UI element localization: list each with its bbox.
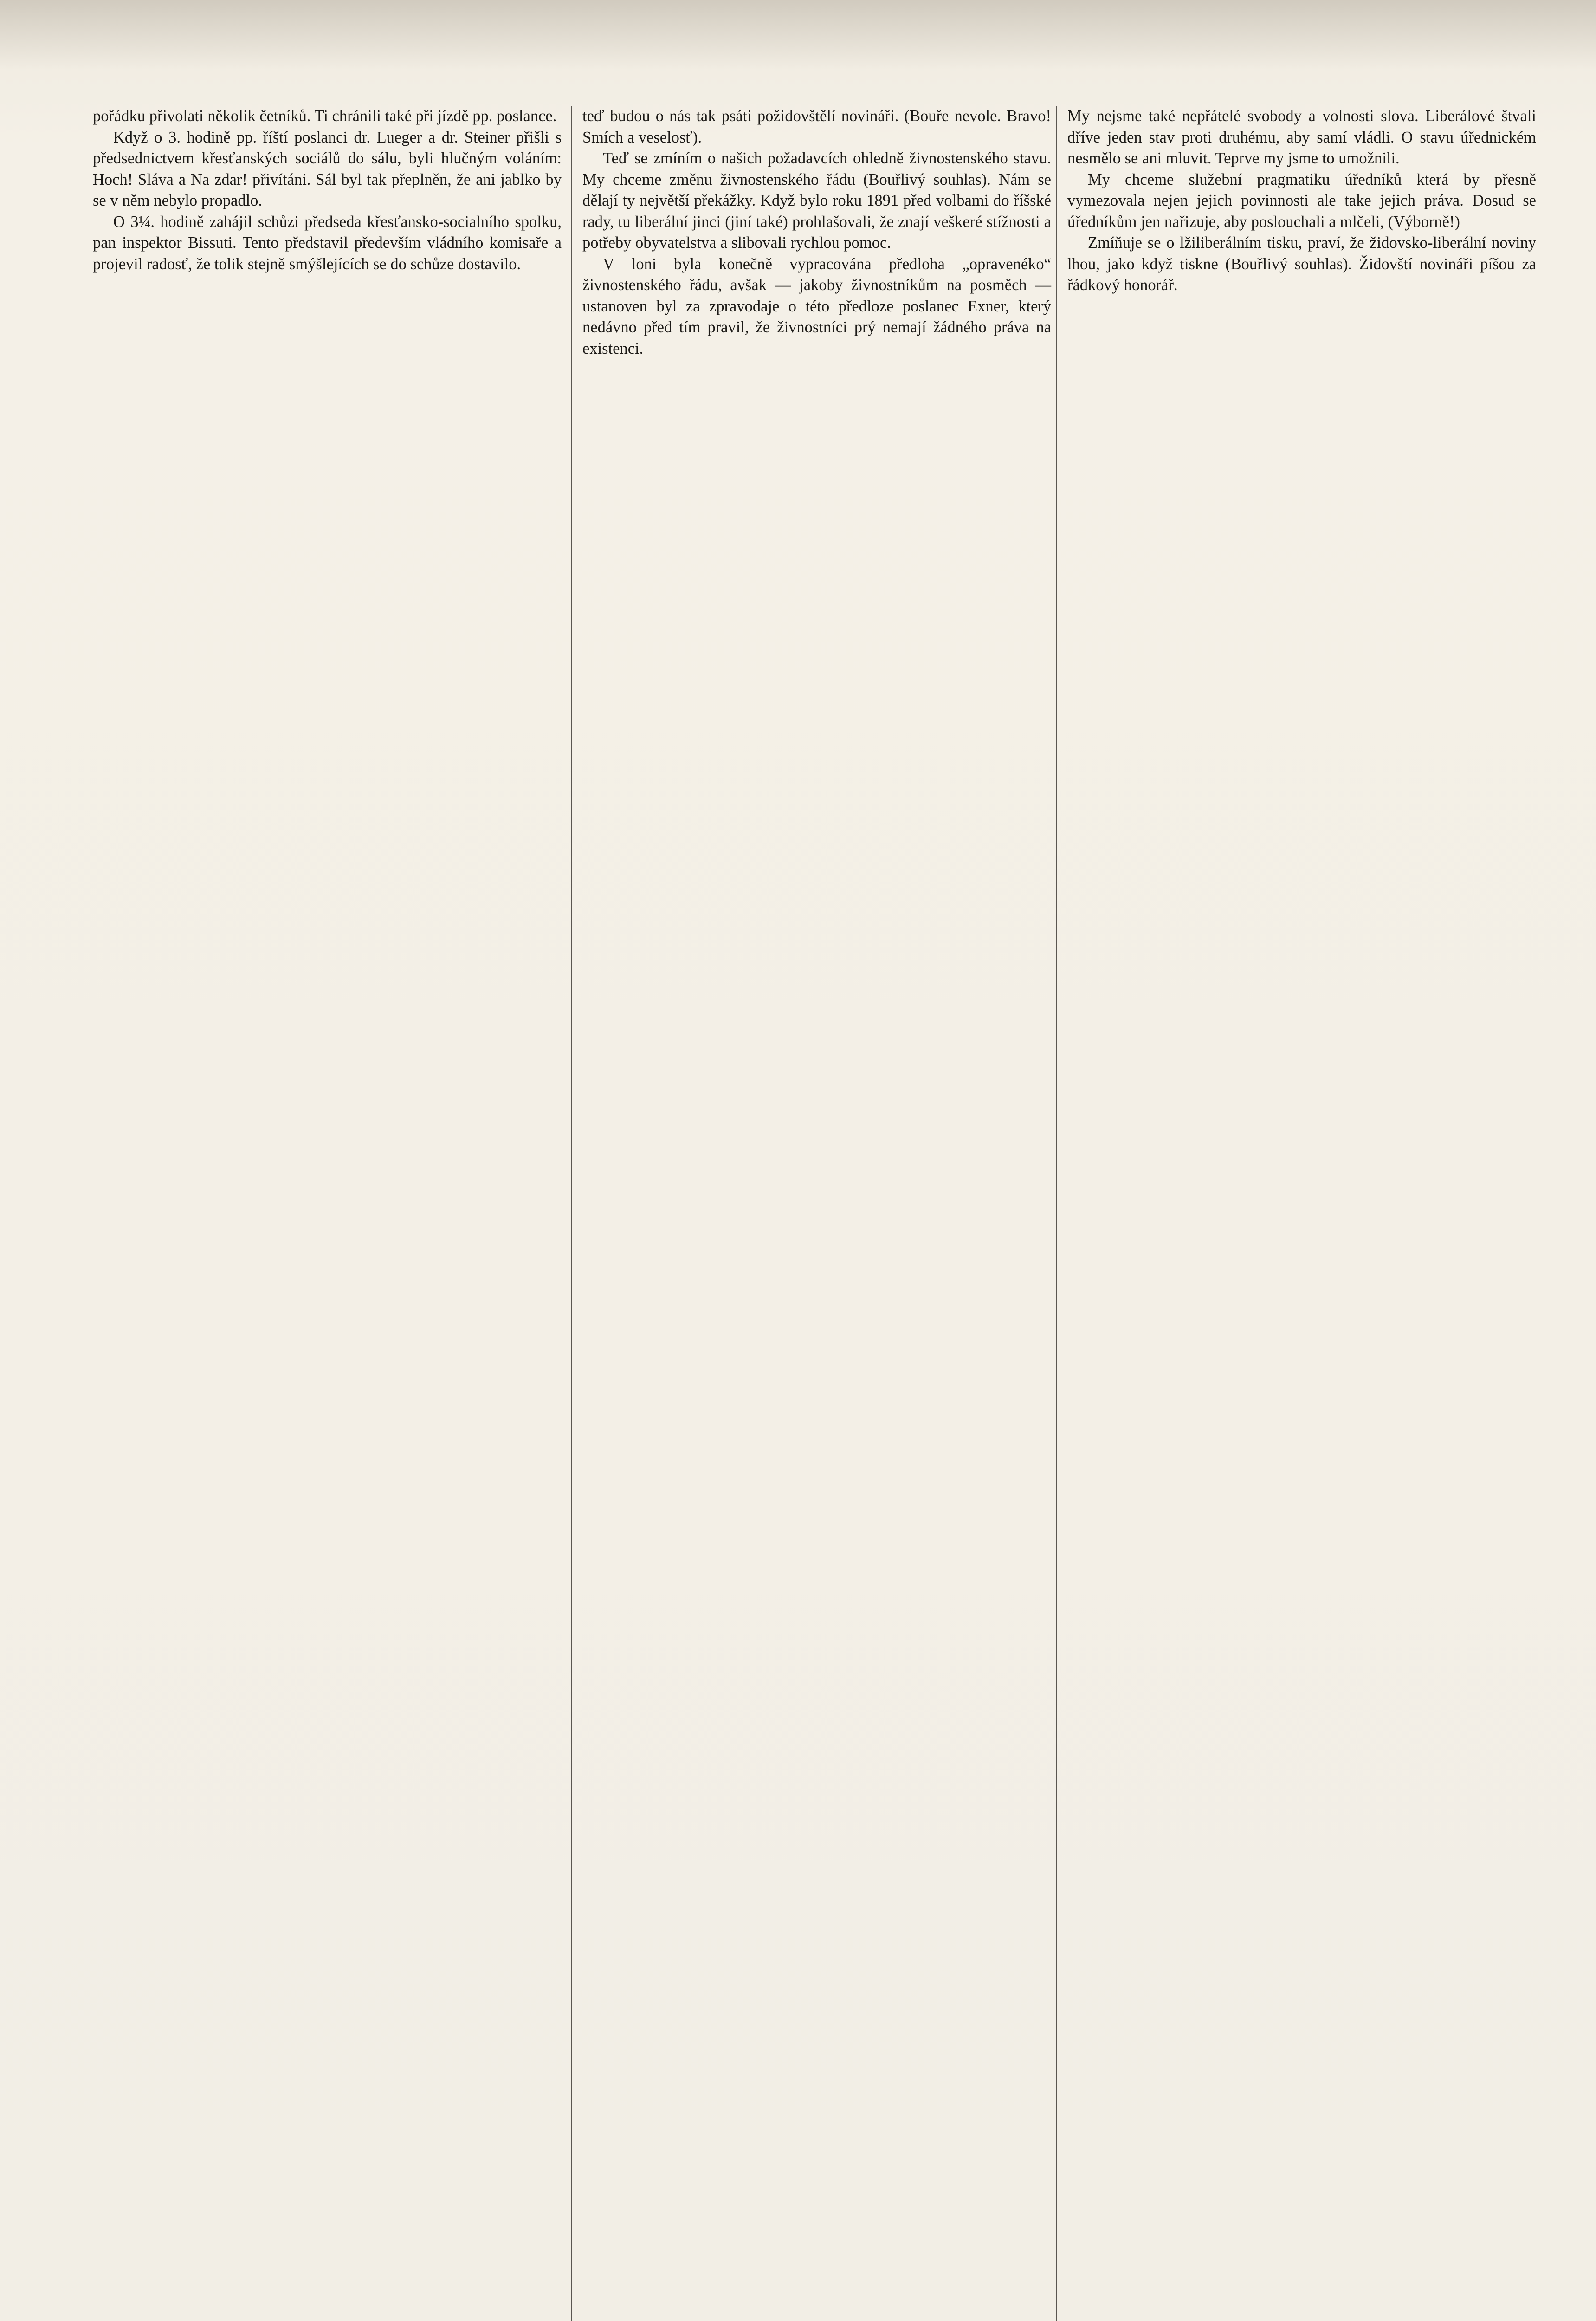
paragraph: teď budou o nás tak psáti požidovštělí novináři. (Bouře nevole. Bravo! Smích a veselosť). [582, 107, 1051, 146]
paragraph: Zmíňuje se o lžiliberálním tisku, praví, že židovsko-liberální noviny lhou, jako když tiskne (Bouřlivý souhlas). Židovští novináři píšou za řádkový honorář. [1067, 234, 1536, 294]
paragraph: My chceme služební pragmatiku úředníků která by přesně vymezovala nejen jejich povinnosti ale take jejich práva. Dosud se úředníkům jen nařizuje, aby poslouchali a mlčeli, (Výborně!) [1067, 170, 1536, 231]
scan-shadow [0, 0, 1596, 70]
column-2 [582, 106, 1051, 359]
column-3 [1067, 106, 1536, 296]
column-1 [93, 106, 562, 275]
paragraph: V loni byla konečně vypracována předloha „opravenéko“ živnostenského řádu, avšak — jakoby živnostníkům na posměch — ustanoven byl za zpravodaje o této předloze poslanec Exner, který nedávno před tím pravil, že živnostníci prý nemají žádného práva na existenci. [582, 255, 1051, 357]
paragraph: Když o 3. hodině pp. říští poslanci dr. Lueger a dr. Steiner přišli s předsednictvem křesťanských sociálů do sálu, byli hlučným voláním: Hoch! Sláva a Na zdar! přivítáni. Sál byl tak přeplněn, že ani jablko by se v něm nebylo propadlo. [93, 128, 562, 209]
paragraph: O 3¼. hodině zahájil schůzi předseda křesťansko-socialního spolku, pan inspektor Bissuti. Tento představil především vládního komisaře a projevil radosť, že tolik stejně smýšlejících se do schůze dostavilo. [93, 213, 562, 273]
column-divider [571, 106, 572, 2321]
paragraph: pořádku přivolati několik četníků. Ti chránili také při jízdě pp. poslance. [93, 107, 557, 125]
column-divider [1056, 106, 1057, 2321]
paragraph: Teď se zmíním o našich požadavcích ohledně živnostenského stavu. My chceme změnu živnostenského řádu (Bouřlivý souhlas). Nám se dělají ty největší překážky. Když bylo roku 1891 před volbami do říšské rady, tu liberální jinci (jiní také) prohlašovali, že znají veškeré stížnosti a potřeby obyvatelstva a slibovali rychlou pomoc. [582, 149, 1051, 252]
paragraph: My nejsme také nepřátelé svobody a volnosti slova. Liberálové štvali dříve jeden stav proti druhému, aby samí vládli. O stavu úřednickém nesmělo se ani mluvit. Teprve my jsme to umožnili. [1067, 107, 1536, 167]
